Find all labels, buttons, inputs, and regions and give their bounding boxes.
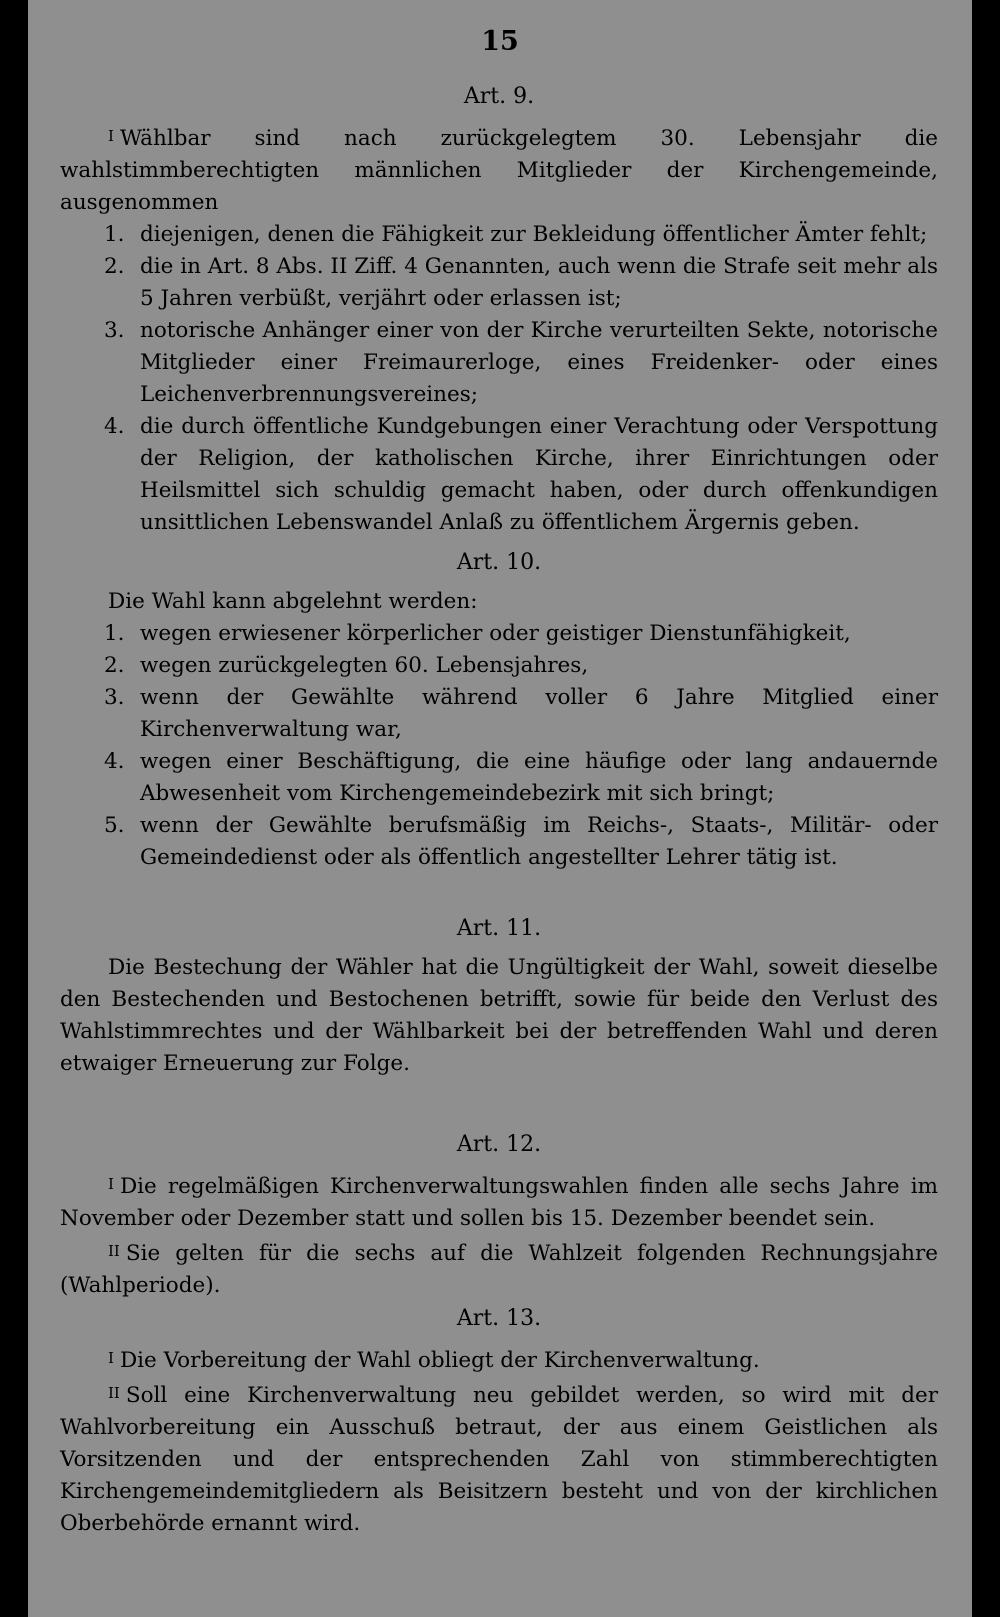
list-item-text: diejenigen, denen die Fähigkeit zur Bekleidung öffentlicher Ämter fehlt;: [140, 222, 928, 247]
list-item-number: 5.: [104, 813, 125, 838]
list-item: [60, 810, 938, 874]
paragraph-text: Die Wahl kann abgelehnt werden:: [108, 589, 478, 614]
paragraph-text: Die Vorbereitung der Wahl obliegt der Kirchenverwaltung.: [119, 1348, 760, 1373]
paragraph-text: Wählbar sind nach zurückgelegtem 30. Lebensjahr die wahlstimmberechtigten männlichen Mitglieder der Kirchengemeinde, ausgenommen: [60, 126, 938, 215]
list-item-number: 1.: [104, 621, 125, 646]
paragraph-text: Sie gelten für die sechs auf die Wahlzeit folgenden Rechnungsjahre (Wahlperiode).: [60, 1241, 938, 1298]
article-paragraph: [60, 586, 938, 618]
list-item: [60, 315, 938, 411]
document-page: [28, 0, 972, 1617]
paragraph-text: Soll eine Kirchenverwaltung neu gebildet werden, so wird mit der Wahlvorbereitung ein Ausschuß betraut, der aus einem Geistlichen als Vorsitzenden und der entsprechenden Zahl von stimmberechtigten Kirchengemeindemitgliedern als Beisitzern besteht und von der kirchlichen Oberbehörde ernannt wird.: [60, 1383, 938, 1536]
numbered-list: [60, 219, 938, 539]
page-number: 15: [481, 26, 519, 57]
paragraph-marker: II: [108, 1384, 120, 1402]
list-item-number: 4.: [104, 749, 125, 774]
list-item: [60, 682, 938, 746]
list-item-text: wenn der Gewählte während voller 6 Jahre Mitglied einer Kirchenverwaltung war,: [140, 685, 938, 742]
paragraph-marker: II: [108, 1242, 120, 1260]
list-item-text: die in Art. 8 Abs. II Ziff. 4 Genannten, auch wenn die Strafe seit mehr als 5 Jahren verbüßt, verjährt oder erlassen ist;: [140, 254, 938, 311]
article-paragraph: [60, 120, 938, 219]
list-item-number: 3.: [104, 318, 125, 343]
article-paragraph: [60, 1168, 938, 1235]
list-item-number: 4.: [104, 414, 125, 439]
paragraph-text: Die Bestechung der Wähler hat die Ungültigkeit der Wahl, soweit dieselbe den Bestechenden und Bestochenen betrifft, sowie für beide den Verlust des Wahlstimmrechtes und der Wählbarkeit bei der betreffenden Wahl und deren etwaiger Erneuerung zur Folge.: [60, 955, 938, 1076]
list-item-number: 1.: [104, 222, 125, 247]
list-item-text: wegen erwiesener körperlicher oder geistiger Dienstunfähigkeit,: [140, 621, 851, 646]
list-item-text: wegen einer Beschäftigung, die eine häufige oder lang andauernde Abwesenheit vom Kirchengemeindebezirk mit sich bringt;: [140, 749, 938, 806]
numbered-list: [60, 618, 938, 874]
list-item: [60, 650, 938, 682]
article-11: [60, 912, 938, 1080]
article-heading: Art. 13.: [456, 1306, 542, 1331]
article-heading: Art. 10.: [456, 550, 542, 575]
list-item-text: wegen zurückgelegten 60. Lebensjahres,: [140, 653, 589, 678]
article-heading: Art. 12.: [456, 1132, 542, 1157]
article-paragraph: [60, 952, 938, 1080]
paragraph-marker: I: [108, 1175, 114, 1193]
list-item-text: notorische Anhänger einer von der Kirche verurteilten Sekte, notorische Mitglieder einer Freimaurerloge, eines Freidenker- oder eines Leichenverbrennungsvereines;: [140, 318, 938, 407]
article-9: [60, 80, 938, 539]
list-item: [60, 219, 938, 251]
list-item: [60, 618, 938, 650]
article-paragraph: [60, 1342, 938, 1377]
list-item-text: die durch öffentliche Kundgebungen einer Verachtung oder Verspottung der Religion, der katholischen Kirche, ihrer Einrichtungen oder Heilsmittel sich schuldig gemacht haben, oder durch offenkundigen unsittlichen Lebenswandel Anlaß zu öffentlichem Ärgernis geben.: [140, 414, 938, 535]
list-item: [60, 411, 938, 539]
article-paragraph: [60, 1377, 938, 1540]
article-13: [60, 1302, 938, 1540]
article-paragraph: [60, 1235, 938, 1302]
paragraph-marker: I: [108, 1349, 114, 1367]
paragraph-text: Die regelmäßigen Kirchenverwaltungswahlen finden alle sechs Jahre im November oder Dezember statt und sollen bis 15. Dezember beendet sein.: [60, 1174, 938, 1231]
article-12: [60, 1128, 938, 1302]
article-10: [60, 546, 938, 874]
list-item-text: wenn der Gewählte berufsmäßig im Reichs-, Staats-, Militär- oder Gemeindedienst oder als öffentlich angestellter Lehrer tätig ist.: [140, 813, 938, 870]
list-item: [60, 251, 938, 315]
list-item-number: 2.: [104, 653, 125, 678]
list-item: [60, 746, 938, 810]
list-item-number: 2.: [104, 254, 125, 279]
list-item-number: 3.: [104, 685, 125, 710]
article-heading: Art. 11.: [456, 916, 542, 941]
paragraph-marker: I: [108, 127, 114, 145]
article-heading: Art. 9.: [463, 84, 535, 109]
